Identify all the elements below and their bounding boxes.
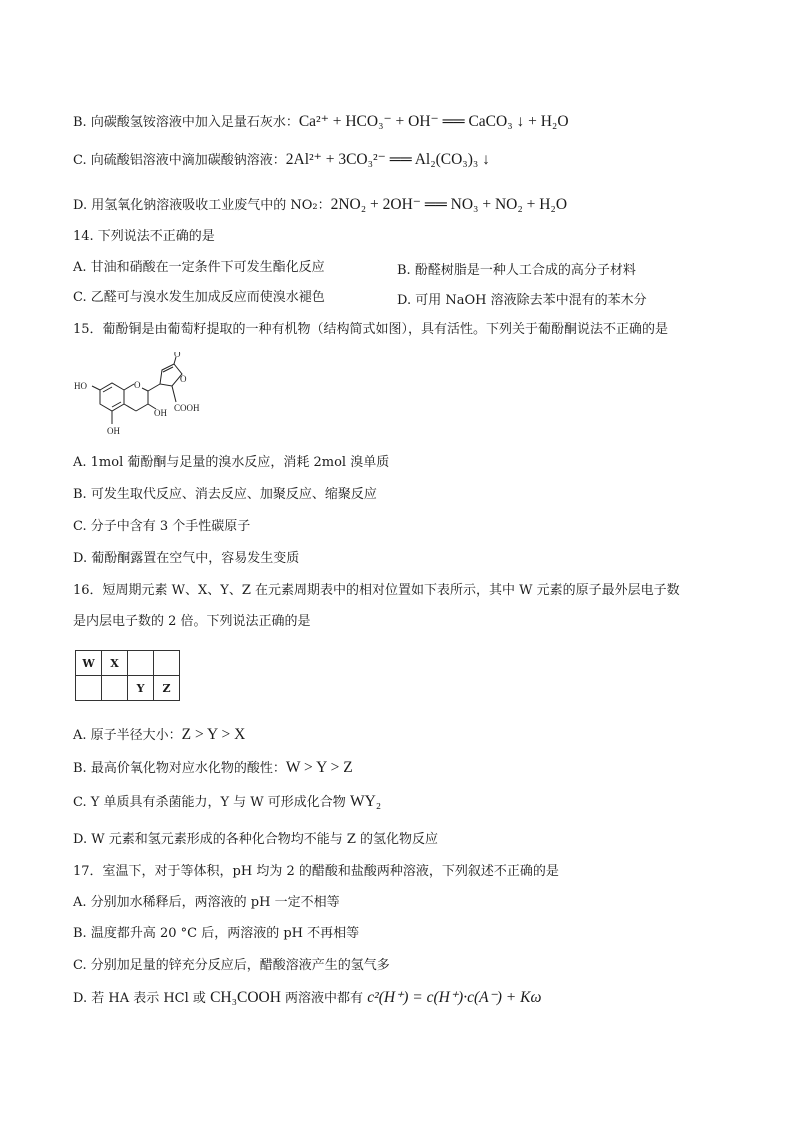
table-cell: Y bbox=[128, 676, 154, 701]
q16-option-b bbox=[73, 759, 353, 778]
q14-stem: 14. 下列说法不正确的是 bbox=[73, 229, 215, 244]
label-oh: OH bbox=[107, 426, 120, 436]
q16-option-a bbox=[73, 726, 245, 745]
q15-option-d: D. 葡酚酮露置在空气中，容易发生变质 bbox=[73, 551, 300, 566]
q15-option-b: B. 可发生取代反应、消去反应、加聚反应、缩聚反应 bbox=[73, 487, 377, 502]
label-cooh: COOH bbox=[174, 403, 200, 413]
q15-option-c: C. 分子中含有 3 个手性碳原子 bbox=[73, 519, 251, 534]
q13-option-b bbox=[73, 113, 569, 132]
q17-option-a: A. 分别加水稀释后，两溶液的 pH 一定不相等 bbox=[73, 895, 340, 910]
q16-stem-line1: 16．短周期元素 W、X、Y、Z 在元素周期表中的相对位置如下表所示，其中 W 元素的原子最外层电子数 bbox=[73, 583, 680, 598]
table-cell bbox=[154, 651, 180, 676]
q14-option-a: A. 甘油和硝酸在一定条件下可发生酯化反应 bbox=[73, 260, 325, 275]
option-text: A. 原子半径大小： bbox=[73, 728, 182, 743]
q14-option-c: C. 乙醛可与溴水发生加成反应而使溴水褪色 bbox=[73, 290, 325, 305]
q16-option-c bbox=[73, 793, 381, 812]
equation: 2NO₂ + 2OH⁻ ══ NO₃ + NO₂ + H₂O bbox=[330, 196, 568, 213]
option-text: B. 最高价氧化物对应水化物的酸性： bbox=[73, 761, 286, 776]
q13-option-c bbox=[73, 151, 490, 170]
label-o: O bbox=[134, 380, 141, 390]
label-ho: HO bbox=[74, 381, 87, 391]
equation: W > Y > Z bbox=[285, 759, 353, 776]
option-text: C. Y 单质具有杀菌能力，Y 与 W 可形成化合物 bbox=[73, 795, 350, 810]
periodic-table-fragment bbox=[75, 650, 180, 701]
table-cell bbox=[128, 651, 154, 676]
label-oh: OH bbox=[154, 408, 167, 418]
q17-stem: 17．室温下，对于等体积，pH 均为 2 的醋酸和盐酸两种溶液，下列叙述不正确的是 bbox=[73, 864, 559, 879]
table-cell: Z bbox=[154, 676, 180, 701]
option-text: D. 用氢氧化钠溶液吸收工业废气中的 NO₂： bbox=[73, 198, 331, 213]
equation: 2Al²⁺ + 3CO₃²⁻ ══ Al₂(CO₃)₃ ↓ bbox=[285, 151, 490, 168]
q15-option-a: A. 1mol 葡酚酮与足量的溴水反应，消耗 2mol 溴单质 bbox=[73, 455, 390, 470]
option-text: D. 若 HA 表示 HCl 或 bbox=[73, 991, 211, 1006]
q17-option-c: C. 分别加足量的锌充分反应后，醋酸溶液产生的氢气多 bbox=[73, 958, 390, 973]
q14-option-d: D. 可用 NaOH 溶液除去苯中混有的苯木分 bbox=[397, 293, 647, 308]
equation: c²(H⁺) = c(H⁺)·c(A⁻) + Kω bbox=[367, 989, 542, 1006]
q16-stem-line2: 是内层电子数的 2 倍。下列说法正确的是 bbox=[73, 614, 311, 629]
equation: Z > Y > X bbox=[181, 726, 246, 743]
option-text: B. 向碳酸氢铵溶液中加入足量石灰水： bbox=[73, 115, 299, 130]
q17-option-d bbox=[73, 989, 541, 1008]
molecule-structure-diagram bbox=[70, 352, 230, 444]
q17-option-b: B. 温度都升高 20 °C 后，两溶液的 pH 不再相等 bbox=[73, 926, 360, 941]
equation: Ca²⁺ + HCO₃⁻ + OH⁻ ══ CaCO₃ ↓ + H₂O bbox=[298, 113, 569, 130]
option-text: C. 向硫酸铝溶液中滴加碳酸钠溶液： bbox=[73, 153, 286, 168]
q15-stem: 15．葡酚铜是由葡萄籽提取的一种有机物（结构简式如图），具有活性。下列关于葡酚酮说法不正确的是 bbox=[73, 322, 669, 337]
table-cell bbox=[76, 676, 102, 701]
q13-option-d bbox=[73, 196, 567, 215]
q16-option-d: D. W 元素和氢元素形成的各种化合物均不能与 Z 的氢化物反应 bbox=[73, 832, 439, 847]
option-text: 两溶液中都有 bbox=[280, 991, 368, 1006]
formula: CH₃COOH bbox=[210, 989, 281, 1006]
label-o: O bbox=[174, 352, 181, 359]
table-cell bbox=[102, 676, 128, 701]
table-cell: W bbox=[76, 651, 102, 676]
equation: WY₂ bbox=[349, 793, 382, 810]
label-o: O bbox=[180, 374, 187, 384]
q14-option-b: B. 酚醛树脂是一种人工合成的高分子材料 bbox=[397, 263, 636, 278]
table-cell: X bbox=[102, 651, 128, 676]
